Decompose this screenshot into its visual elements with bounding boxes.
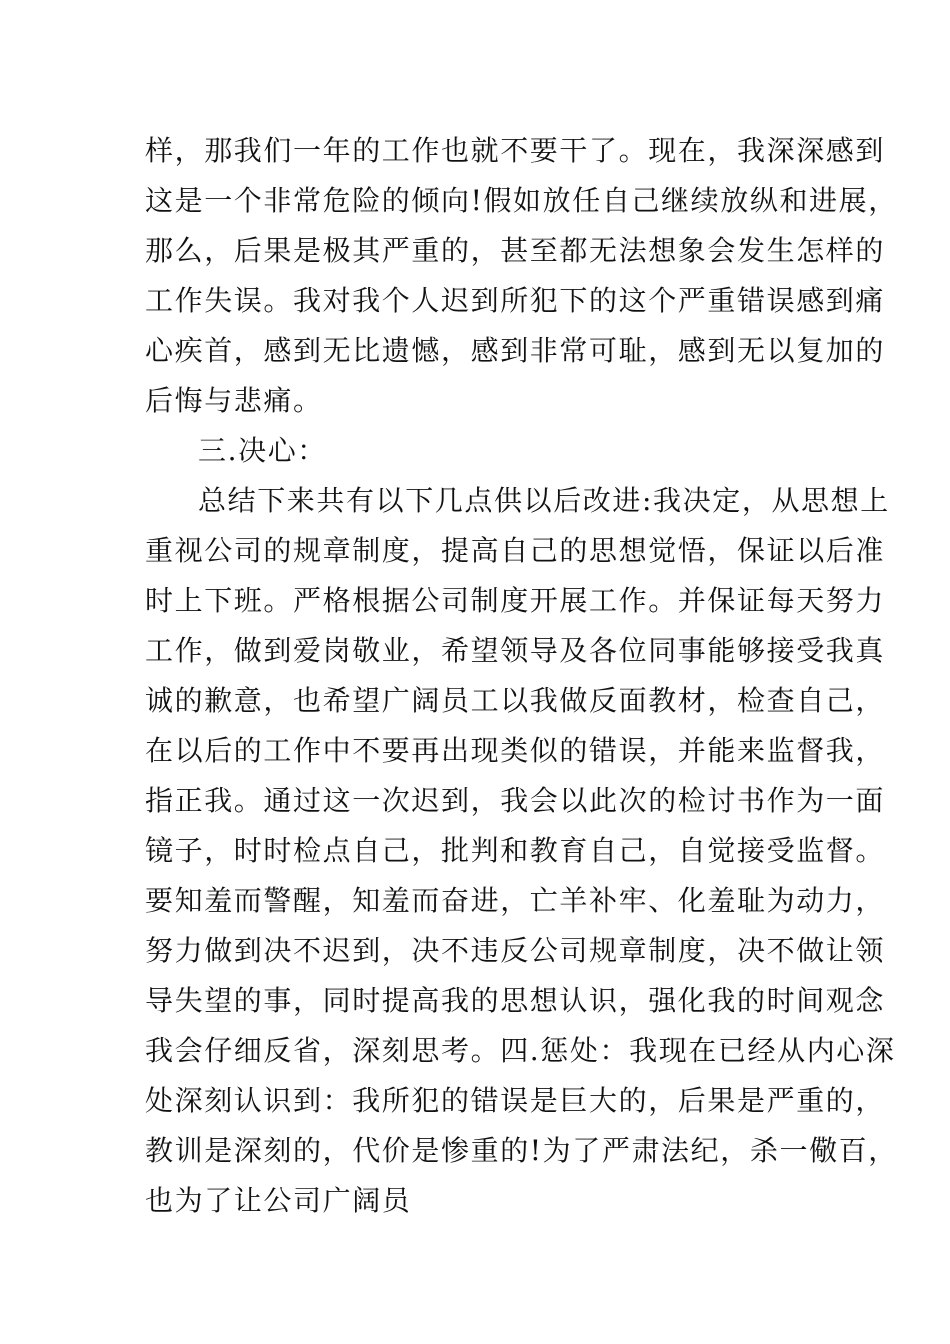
text-line: 后悔与悲痛。 xyxy=(145,384,323,417)
text-line: 镜子，时时检点自己，批判和教育自己，自觉接受监督。 xyxy=(145,834,886,867)
text-line: 心疾首，感到无比遗憾，感到非常可耻，感到无以复加的 xyxy=(145,334,886,367)
text-line: 处深刻认识到：我所犯的错误是巨大的，后果是严重的， xyxy=(145,1084,886,1117)
text-line: 在以后的工作中不要再出现类似的错误，并能来监督我， xyxy=(145,734,886,767)
text-line: 样，那我们一年的工作也就不要干了。现在，我深深感到 xyxy=(145,134,886,167)
section-heading: 三.决心： xyxy=(198,434,327,467)
text-line: 努力做到决不迟到，决不违反公司规章制度，决不做让领 xyxy=(145,934,886,967)
text-line: 也为了让公司广阔员 xyxy=(145,1184,412,1217)
text-line: 教训是深刻的，代价是惨重的!为了严肃法纪，杀一儆百， xyxy=(145,1134,898,1167)
text-line: 工作，做到爱岗敬业，希望领导及各位同事能够接受我真 xyxy=(145,634,886,667)
text-line: 我会仔细反省，深刻思考。四.惩处：我现在已经从内心深 xyxy=(145,1034,896,1067)
text-line: 工作失误。我对我个人迟到所犯下的这个严重错误感到痛 xyxy=(145,284,886,317)
text-line: 要知羞而警醒，知羞而奋进，亡羊补牢、化羞耻为动力， xyxy=(145,884,886,917)
text-line: 总结下来共有以下几点供以后改进:我决定，从思想上 xyxy=(198,484,890,517)
text-line: 重视公司的规章制度，提高自己的思想觉悟，保证以后准 xyxy=(145,534,886,567)
text-line: 时上下班。严格根据公司制度开展工作。并保证每天努力 xyxy=(145,584,886,617)
text-line: 指正我。通过这一次迟到，我会以此次的检讨书作为一面 xyxy=(145,784,886,817)
text-line: 这是一个非常危险的倾向!假如放任自己继续放纵和进展， xyxy=(145,184,898,217)
text-line: 那么，后果是极其严重的，甚至都无法想象会发生怎样的 xyxy=(145,234,886,267)
text-line: 诚的歉意，也希望广阔员工以我做反面教材，检查自己， xyxy=(145,684,886,717)
text-line: 导失望的事，同时提高我的思想认识，强化我的时间观念 xyxy=(145,984,886,1017)
